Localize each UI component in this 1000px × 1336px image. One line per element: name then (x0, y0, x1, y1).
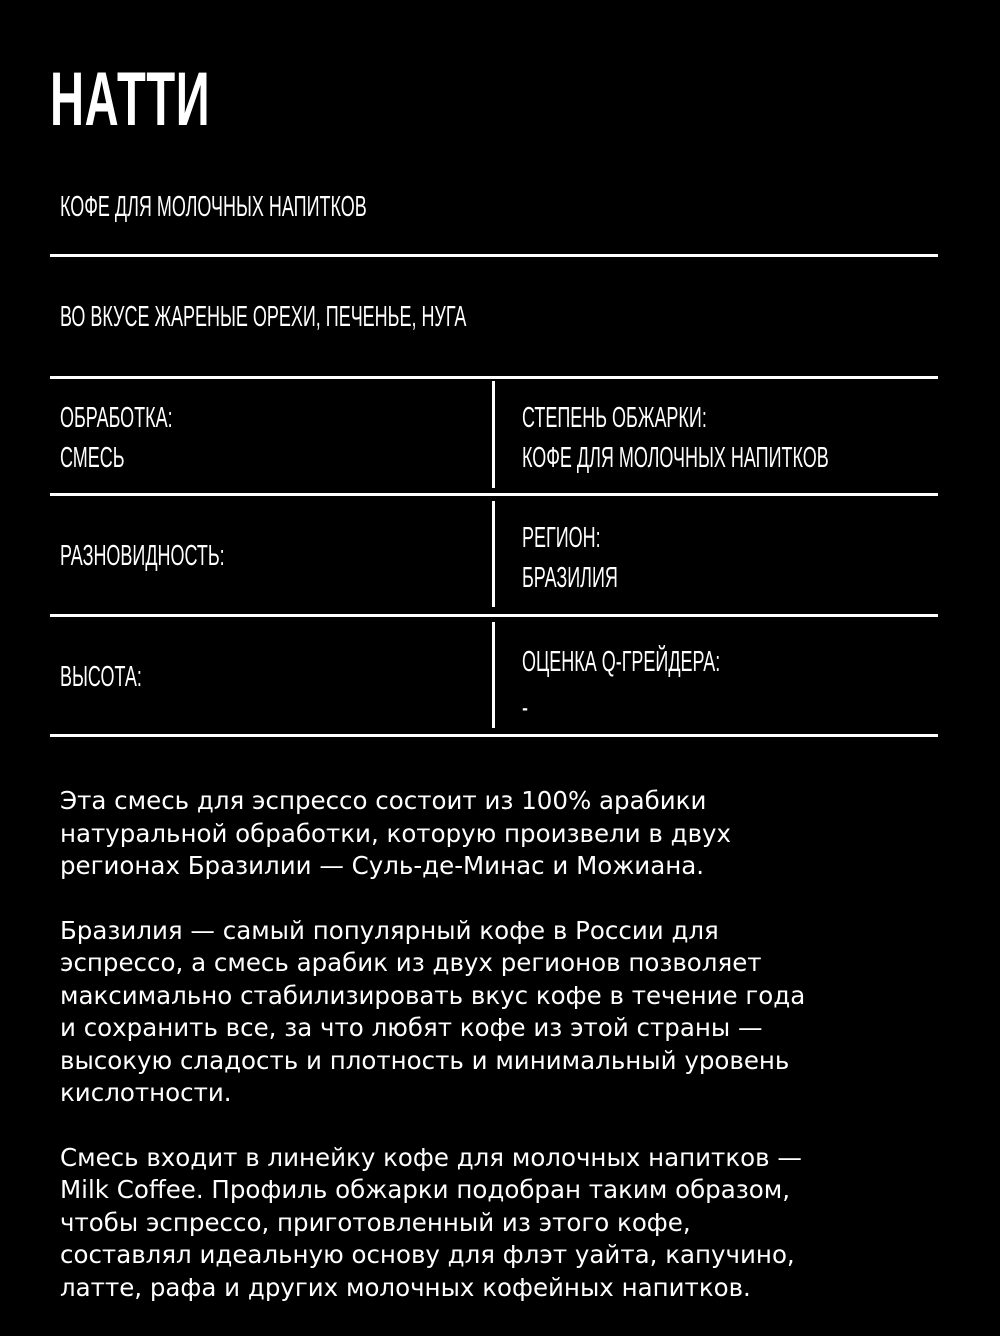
spec-processing-label: ОБРАБОТКА: (60, 402, 173, 434)
spec-q-grade (522, 639, 720, 731)
divider-5 (50, 734, 938, 737)
divider-2 (50, 376, 938, 379)
spec-altitude-label: ВЫСОТА: (60, 661, 142, 693)
divider-4 (50, 614, 938, 617)
spec-variety-label: РАЗНОВИДНОСТЬ: (60, 540, 225, 572)
product-description (60, 785, 940, 1336)
spec-roast (522, 398, 829, 478)
spec-roast-value: КОФЕ ДЛЯ МОЛОЧНЫХ НАПИТКОВ (522, 442, 829, 474)
divider-3 (50, 493, 938, 496)
divider-1 (50, 254, 938, 257)
column-divider-3 (492, 622, 495, 728)
column-divider-2 (492, 501, 495, 607)
spec-variety (60, 536, 225, 576)
description-paragraph-2: Бразилия — самый популярный кофе в России для эспрессо, а смесь арабик из двух регионов позволяет максимально стабилизировать вкус кофе в течение года и сохранить все, за что любят кофе из этой страны — высокую сладость и плотность и минимальный уровень кислотности. (60, 915, 806, 1107)
spec-roast-label: СТЕПЕНЬ ОБЖАРКИ: (522, 402, 707, 434)
column-divider-1 (492, 381, 495, 488)
product-subtitle: КОФЕ ДЛЯ МОЛОЧНЫХ НАПИТКОВ (60, 191, 367, 223)
spec-region (522, 518, 618, 598)
description-paragraph-1: Эта смесь для эспрессо состоит из 100% арабики натуральной обработки, которую произвели в двух регионах Бразилии — Суль-де-Минас и Можиана. (60, 786, 732, 880)
spec-q-grade-value: - (522, 692, 528, 724)
spec-q-grade-label: ОЦЕНКА Q-ГРЕЙДЕРА: (522, 646, 721, 678)
spec-processing (60, 398, 173, 478)
spec-processing-value: СМЕСЬ (60, 442, 125, 474)
spec-region-label: РЕГИОН: (522, 522, 601, 554)
product-title: НАТТИ (50, 57, 211, 142)
taste-notes: ВО ВКУСЕ ЖАРЕНЫЕ ОРЕХИ, ПЕЧЕНЬЕ, НУГА (60, 301, 467, 333)
spec-altitude (60, 657, 142, 697)
description-paragraph-3: Смесь входит в линейку кофе для молочных напитков — Milk Coffee. Профиль обжарки подобран таким образом, чтобы эспрессо, приготовленный из этого кофе, составлял идеальную основу для флэт уайта, капучино, латте, рафа и других молочных кофейных напитков. (60, 1142, 802, 1302)
spec-region-value: БРАЗИЛИЯ (522, 562, 618, 594)
